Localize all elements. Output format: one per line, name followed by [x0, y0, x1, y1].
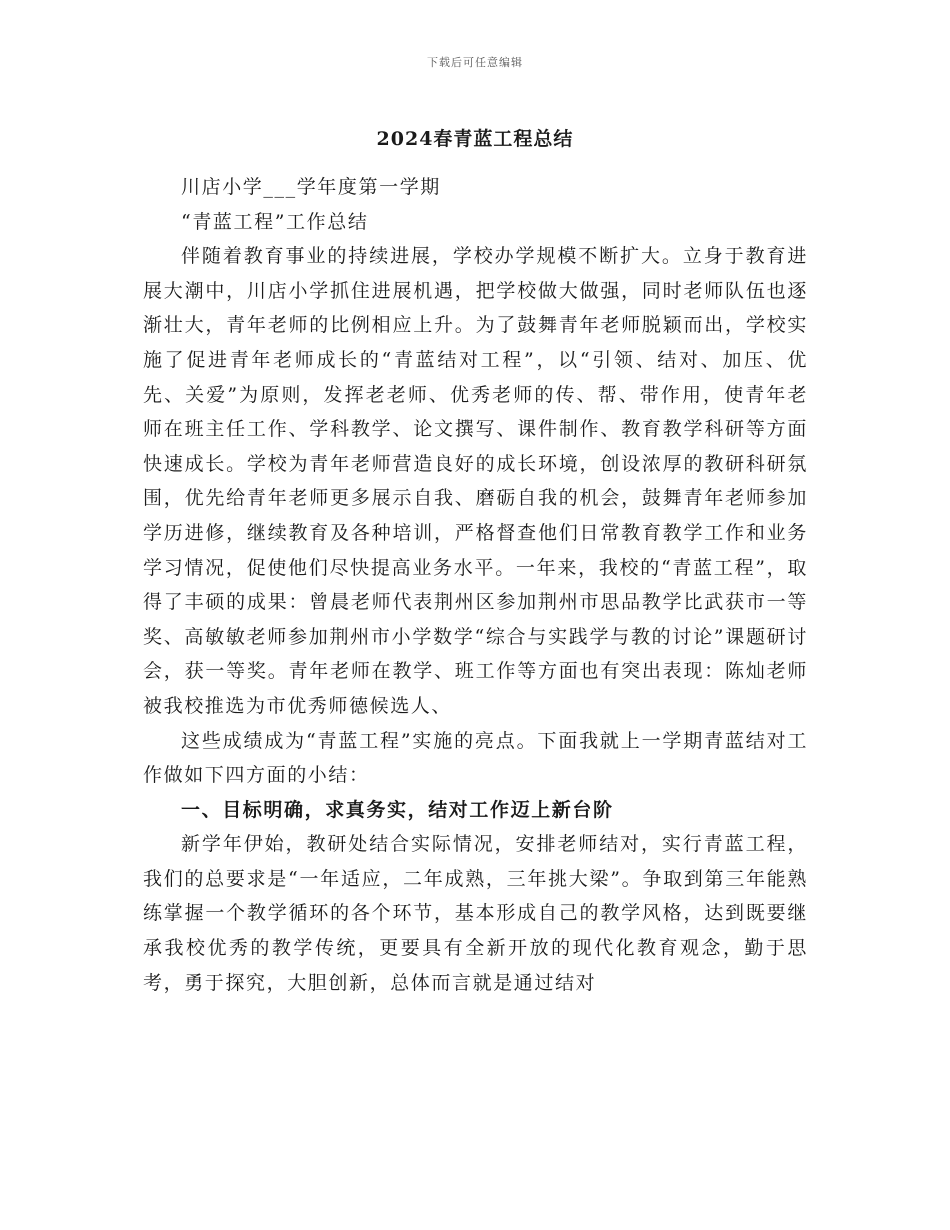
body-paragraph: 新学年伊始，教研处结合实际情况，安排老师结对，实行青蓝工程，我们的总要求是“一年适应，二年成熟，三年挑大梁”。争取到第三年能熟练掌握一个教学循环的各个环节，基本形成自己的教学风格，达到既要继承我校优秀的教学传统，更要具有全新开放的现代化教育观念，勤于思考，勇于探究，大胆创新，总体而言就是通过结对	[143, 833, 808, 994]
document-title: 2024春青蓝工程总结	[376, 128, 574, 150]
document-body	[143, 170, 808, 1000]
page-header-note: 下载后可任意编辑	[427, 56, 523, 69]
section-heading: 一、目标明确，求真务实，结对工作迈上新台阶	[181, 798, 614, 821]
body-paragraph: 伴随着教育事业的持续进展，学校办学规模不断扩大。立身于教育进展大潮中，川店小学抓住进展机遇，把学校做大做强，同时老师队伍也逐渐壮大，青年老师的比例相应上升。为了鼓舞青年老师脱颖而出，学校实施了促进青年老师成长的“青蓝结对工程”，以“引领、结对、加压、优先、关爱”为原则，发挥老老师、优秀老师的传、帮、带作用，使青年老师在班主任工作、学科教学、论文撰写、课件制作、教育教学科研等方面快速成长。学校为青年老师营造良好的成长环境，创设浓厚的教研科研氛围，优先给青年老师更多展示自我、磨砺自我的机会，鼓舞青年老师参加学历进修，继续教育及各种培训，严格督查他们日常教育教学工作和业务学习情况，促使他们尽快提高业务水平。一年来，我校的“青蓝工程”，取得了丰硕的成果：曾晨老师代表荆州区参加荆州市思品教学比武获市一等奖、高敏敏老师参加荆州市小学数学“综合与实践学与教的讨论”课题研讨会，获一等奖。青年老师在教学、班工作等方面也有突出表现：陈灿老师被我校推选为市优秀师德候选人、	[143, 245, 808, 717]
subtitle-line: “青蓝工程”工作总结	[181, 210, 369, 233]
body-paragraph: 这些成绩成为“青蓝工程”实施的亮点。下面我就上一学期青蓝结对工作做如下四方面的小结：	[143, 729, 808, 787]
school-term-line: 川店小学___学年度第一学期	[181, 176, 441, 198]
